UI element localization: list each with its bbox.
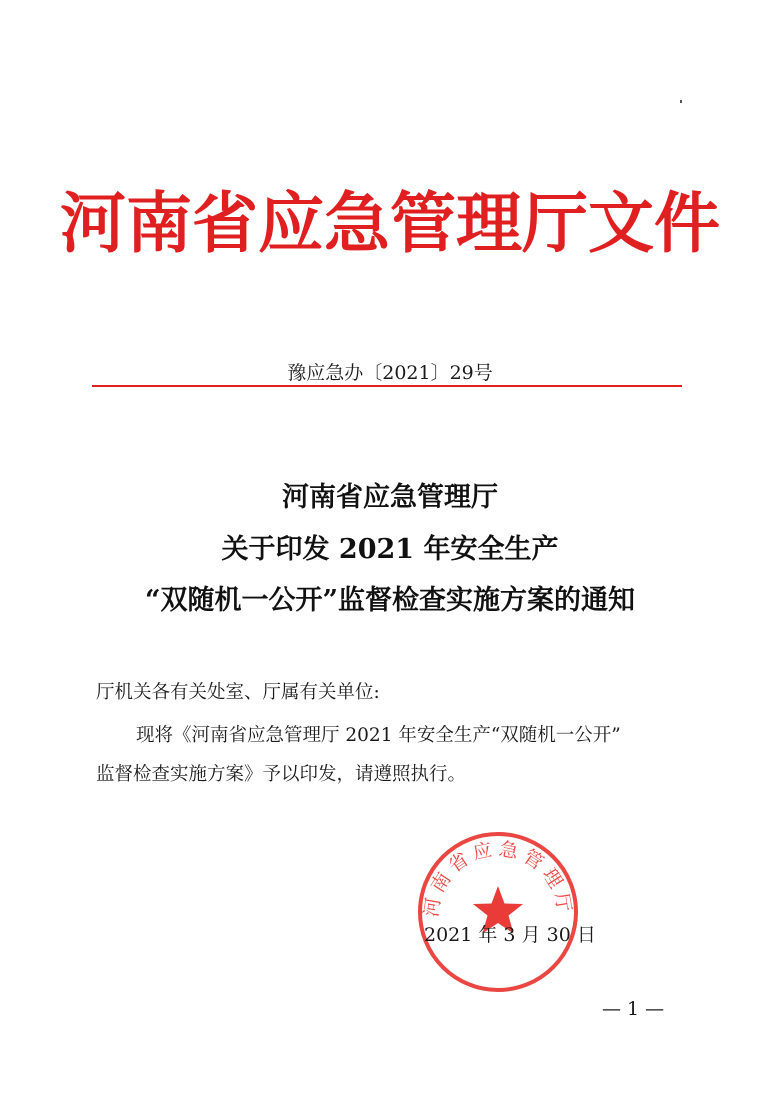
scan-speck: [680, 100, 682, 103]
document-number: 豫应急办〔2021〕29号: [287, 362, 493, 384]
title-line-2: 关于印发 2021 年安全生产: [221, 534, 559, 565]
salutation: 厅机关各有关处室、厅属有关单位:: [96, 682, 380, 703]
body-paragraph-line-2: 监督检查实施方案》予以印发，请遵照执行。: [96, 764, 467, 785]
title-line-1: 河南省应急管理厅: [282, 482, 498, 513]
seal-text: 河南省应急管理厅: [420, 837, 576, 919]
red-separator-line: [92, 385, 682, 387]
signing-date: 2021 年 3 月 30 日: [424, 924, 596, 946]
title-line-3: “双随机一公开”监督检查实施方案的通知: [144, 585, 636, 616]
document-masthead: 河南省应急管理厅文件: [60, 184, 720, 262]
page-number: — 1 —: [602, 998, 665, 1020]
official-seal: [416, 830, 580, 994]
body-paragraph-line-1: 现将《河南省应急管理厅 2021 年安全生产“双随机一公开”: [136, 725, 621, 746]
